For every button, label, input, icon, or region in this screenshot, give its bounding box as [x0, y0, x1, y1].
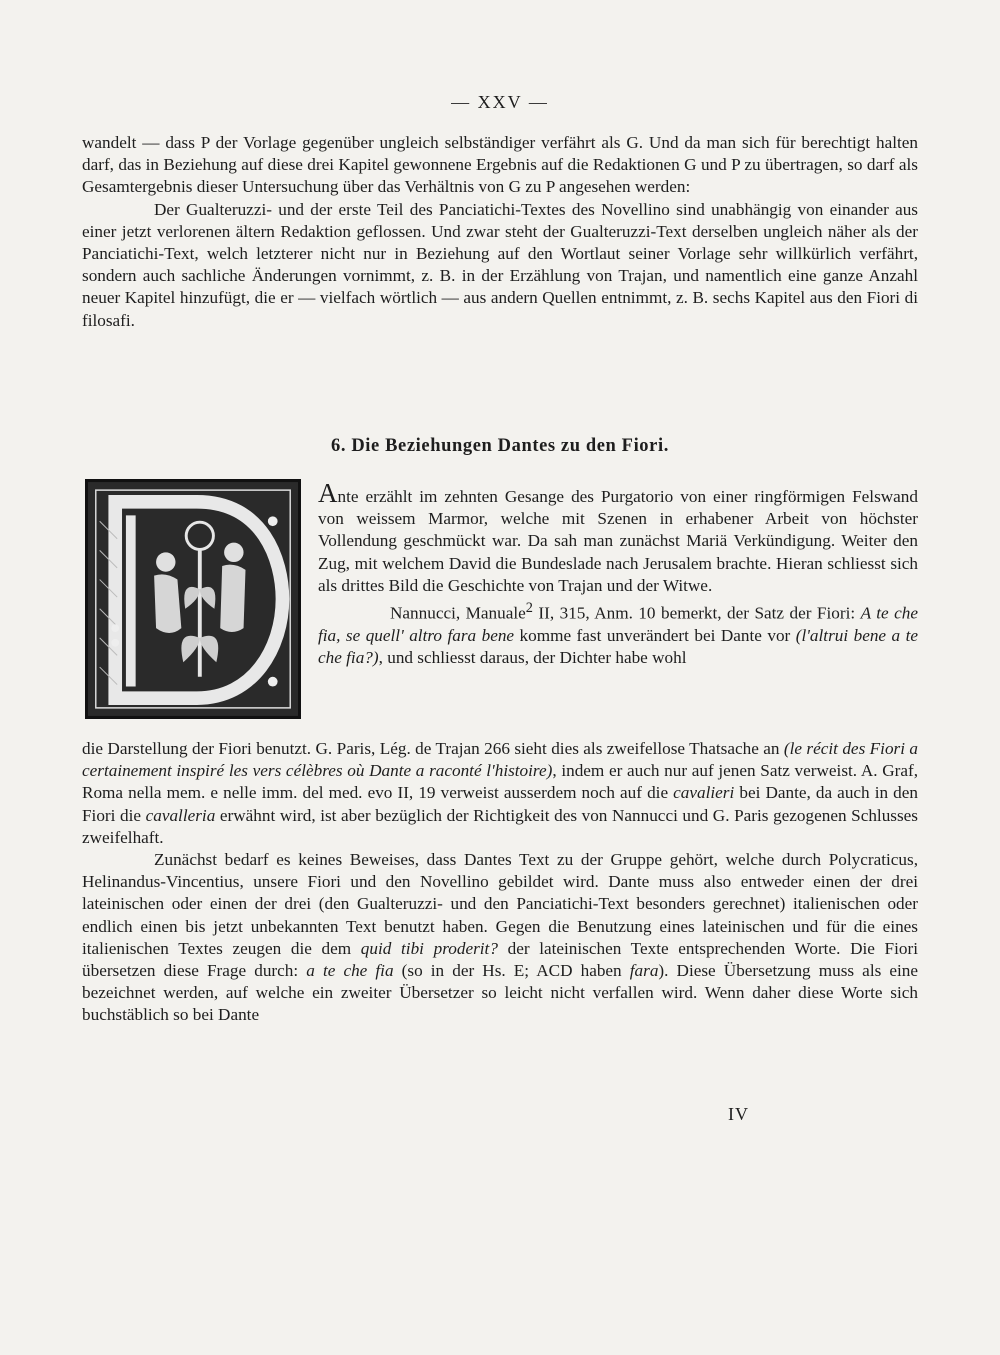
- cont-quote-2: cavalieri: [673, 783, 735, 803]
- cont-a: die Darstellung der Fiori benutzt. G. Paris, Lég. de Trajan 266 sieht dies als zweifellose Thatsache an: [82, 739, 784, 758]
- cont-b: , indem er auch nur auf jenen Satz verweist. A. Graf, Roma nella mem. e nelle imm. del med. evo II, 19 verweist ausserdem noch auf die: [82, 761, 918, 803]
- cont-quote-1: (le récit des Fiori a certainement inspiré les vers célèbres où Dante a raconté l'histoire): [82, 739, 919, 781]
- nannucci-quote-2: (l'altrui bene a te che fia?): [318, 625, 918, 668]
- paragraph-final: [82, 849, 918, 1027]
- nannucci-d: , und schliesst daraus, der Dichter habe wohl: [378, 648, 687, 668]
- nannucci-a: Nannucci, Manuale: [390, 603, 526, 623]
- paragraph-intro: wandelt — dass P der Vorlage gegenüber ungleich selbständiger verfährt als G. Und da man sich für berechtigt halten darf, das in Beziehung auf diese drei Kapitel gewonnene Ergebnis auf die Redaktionen G und P zu übertragen, so darf als Gesamtergebnis dieser Untersuchung über das Verhältnis von G zu P angesehen werden:: [82, 133, 918, 197]
- main-block: [82, 738, 918, 1027]
- paragraph-conclusion: Der Gualteruzzi- und der erste Teil des Panciatichi-Textes des Novellino sind unabhängig von einander aus einer jetzt verlorenen ältern Redaktion geflossen. Und zwar steht der Gualteruzzi-Text derselben ungleich näher als der Panciatichi-Text, welch letzterer nicht nur in Beziehung auf den Wortlaut seiner Vorlage sehr willkürlich verfährt, sondern auch sachliche Änderungen vornimmt, z. B. in der Erzählung von Trajan, und namentlich eine ganze Anzahl neuer Kapitel hinzufügt, die er — vielfach wörtlich — aus andern Quellen entnimmt, z. B. sechs Kapitel aus den Fiori di filosafi.: [82, 199, 918, 330]
- paragraph-nannucci-cont: [82, 738, 918, 849]
- final-b: der lateinischen Texte entsprechenden Worte. Die Fiori übersetzen diese Frage durch:: [82, 938, 918, 981]
- final-quote-3: fara: [629, 961, 659, 981]
- paragraph-nannucci: [318, 597, 918, 669]
- cont-c: bei Dante, da auch in den Fiori die: [82, 783, 918, 825]
- final-d: ). Diese Übersetzung muss als eine bezeichnet werden, auf welche ein zweiter Übersetzer so leicht nicht verfallen wird. Wenn daher diese Worte sich buchstäblich so bei Dante: [82, 961, 919, 1025]
- paragraph-dante-text: nte erzählt im zehnten Gesange des Purgatorio von einer ringförmigen Felswand von weissem Marmor, welche mit Szenen in erhabener Arbeit von höchster Vollendung geschmückt war. Da sah man zunächst Mariä Verkündigung. Weiter den Zug, mit welchem David die Bundeslade nach Jerusalem brachte. Hieran schliesst sich als drittes Bild die Geschichte von Trajan und der Witwe.: [318, 487, 918, 595]
- final-c: (so in der Hs. E; ACD haben: [393, 961, 630, 981]
- paragraph-dante: [318, 478, 918, 597]
- section-heading: 6. Die Beziehungen Dantes zu den Fiori.: [331, 436, 669, 456]
- nannucci-sup: 2: [525, 600, 533, 617]
- final-quote-2: a te che fia: [306, 961, 394, 981]
- final-quote-1: quid tibi proderit?: [360, 938, 498, 958]
- dante-block: [82, 478, 918, 669]
- nannucci-b: II, 315, Anm. 10 bemerkt, der Satz der Fiori:: [532, 603, 861, 623]
- final-a: Zunächst bedarf es keines Beweises, dass Dantes Text zu der Gruppe gehört, welche durch Polycraticus, Helinandus-Vincentius, unsere Fiori und den Novellino gebildet wird. Dante muss also entweder einen der drei lateinischen oder einen der drei (den Gualteruzzi- und den Panciatichi-Text besonders gerechnet) italienischen oder endlich einen bis jetzt unbekannten Text benutzt haben. Gegen die Benutzung eines lateinischen und für die eines italienischen Textes zeugen die dem: [82, 850, 918, 958]
- initial-letter: A: [318, 478, 338, 508]
- nannucci-c: komme fast unverändert bei Dante vor: [514, 625, 796, 645]
- signature-mark: IV: [728, 1104, 749, 1124]
- page-number: — XXV —: [451, 92, 549, 112]
- intro-block: [82, 132, 918, 332]
- nannucci-quote-1: A te che fia, se quell' altro fara bene: [318, 603, 918, 645]
- cont-d: erwähnt wird, ist aber bezüglich der Richtigkeit des von Nannucci und G. Paris gezogenen Schlusses zweifelhaft.: [82, 805, 918, 847]
- cont-quote-3: cavalleria: [145, 805, 216, 825]
